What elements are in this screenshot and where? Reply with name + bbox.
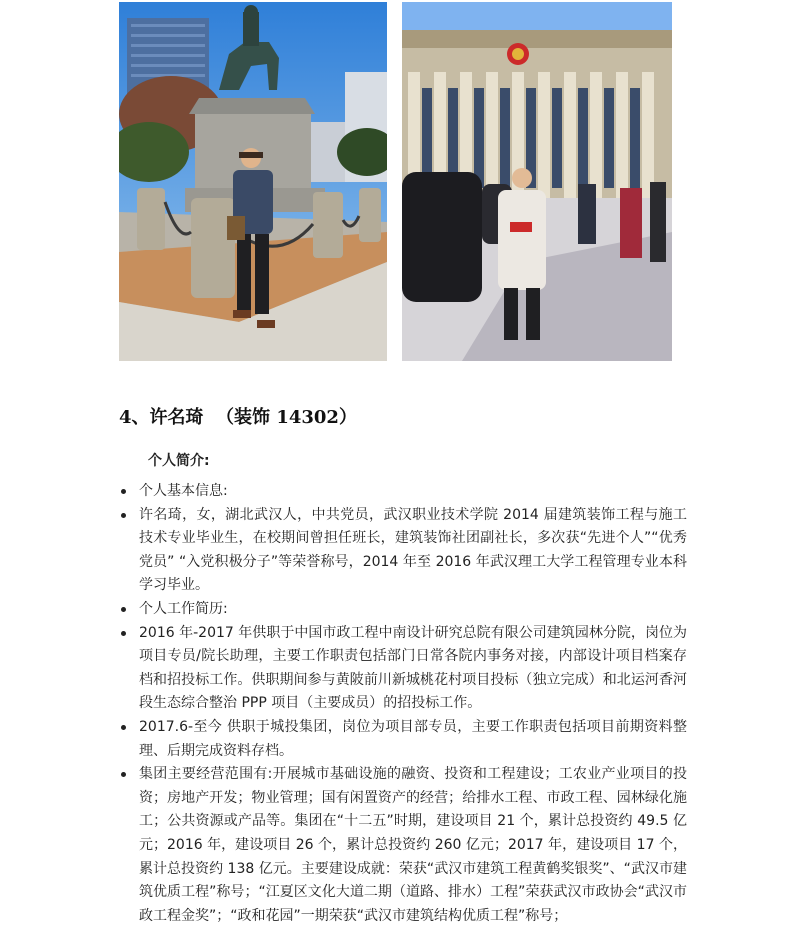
list-item-basic-info: 许名琦，女，湖北武汉人，中共党员，武汉职业技术学院 2014 届建筑装饰工程与施工技术专业毕业生，在校期间曾担任班长，建筑装饰社团副社长，多次获“先进个人”“优秀党员” “入党积极分子”等荣誉称号，2014 年至 2016 年武汉理工大学工程管理专业本科学习毕业。 bbox=[117, 504, 687, 598]
profile-bullet-list bbox=[117, 480, 687, 928]
list-item-group-scope: 集团主要经营范围有:开展城市基础设施的融资、投资和工程建设；工农业产业项目的投资；房地产开发；物业管理；国有闲置资产的经营；给排水工程、市政工程、园林绿化施工；公共资源或产品等。集团在“十二五”时期，建设项目 21 个，累计总投资约 49.5 亿元；2016 年，建设项目 26 个，累计总投资约 260 亿元；2017 年，建设项目 17 个，累计总投资约 138 亿元。主要建设成就：荣获“武汉市建筑工程黄鹤奖银奖”、“武汉市建筑优质工程”称号；“江夏区文化大道二期（道路、排水）工程”荣获武汉市政协会“武汉市政工程金奖”；“政和花园”一期荣获“武汉市建筑结构优质工程”称号； bbox=[117, 763, 687, 928]
list-item-basic-info-label: 个人基本信息: bbox=[117, 480, 687, 504]
photo-great-hall bbox=[402, 2, 672, 361]
section-heading: 4、许名琦 （装饰 14302） bbox=[119, 407, 357, 428]
intro-subheading: 个人简介: bbox=[148, 453, 210, 469]
list-item-work-history-label: 个人工作简历: bbox=[117, 598, 687, 622]
photo-statue-monument bbox=[119, 2, 387, 361]
list-item-job-2016: 2016 年-2017 年供职于中国市政工程中南设计研究总院有限公司建筑园林分院，岗位为项目专员/院长助理，主要工作职责包括部门日常各院内事务对接，内部设计项目档案存档和招投标工作。供职期间参与黄陂前川新城桃花村项目投标（独立完成）和北运河香河段生态综合整治 PPP 项目（主要成员）的招投标工作。 bbox=[117, 622, 687, 716]
list-item-job-2017: 2017.6-至今 供职于城投集团，岗位为项目部专员，主要工作职责包括项目前期资料整理、后期完成资料存档。 bbox=[117, 716, 687, 763]
